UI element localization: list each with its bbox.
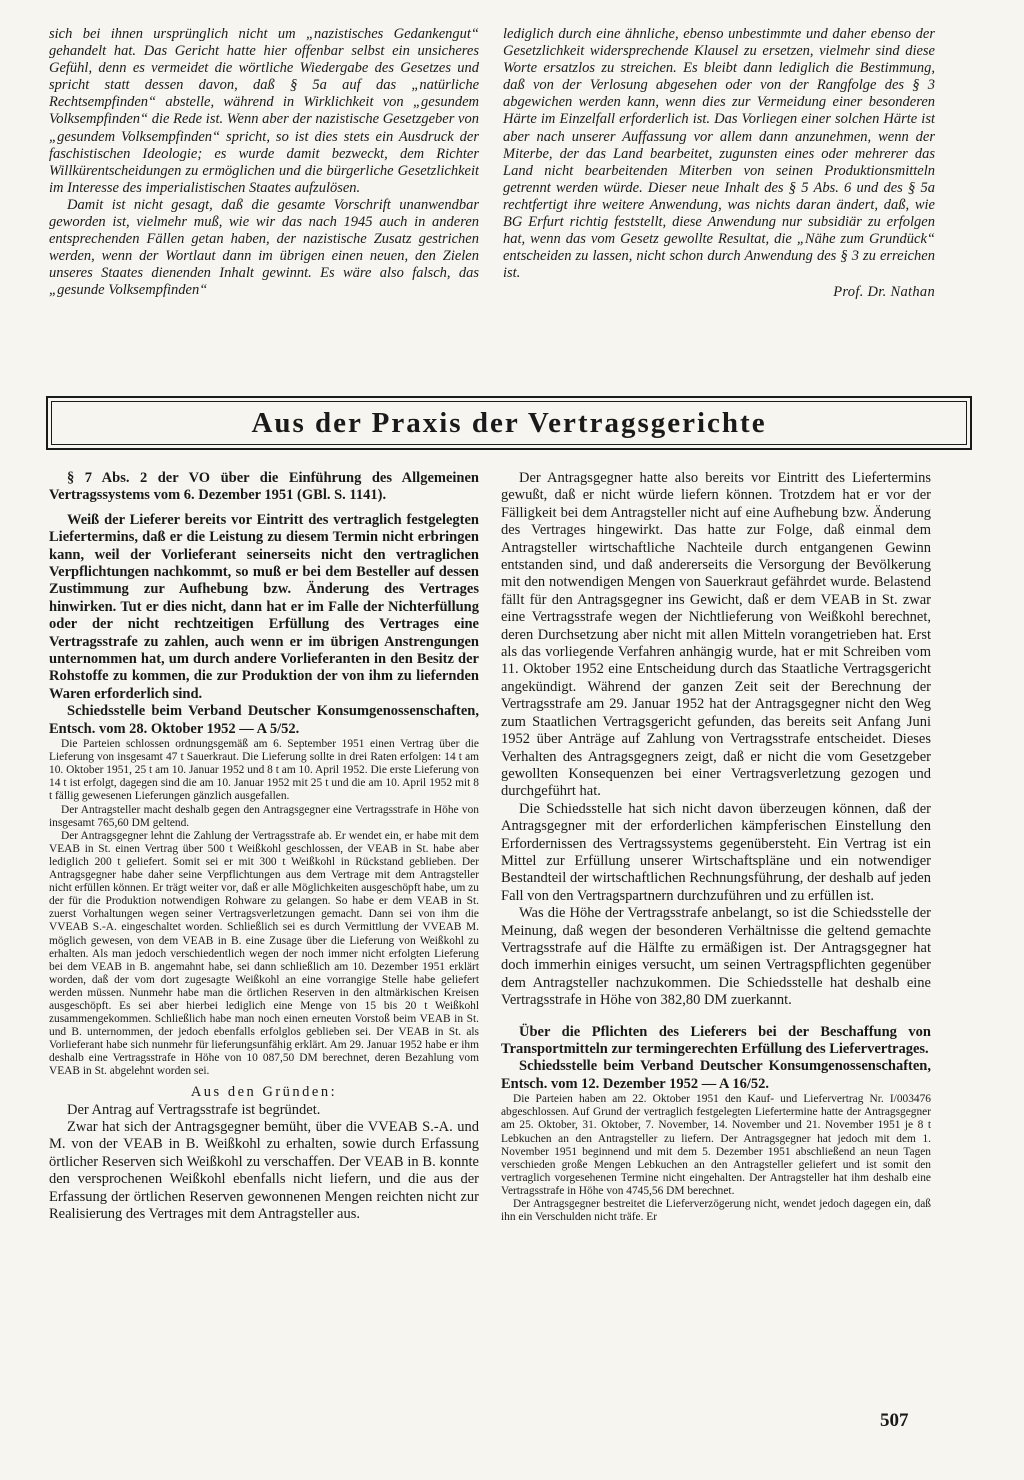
- main-left-column: [49, 470, 479, 1470]
- headnote-text: Weiß der Lieferer bereits vor Eintritt des vertraglich festgelegten Liefertermins, daß er die Leistung zu diesem Termin nicht erbringen kann, weil der Vorlieferant seinerseits nicht den vertraglichen Verpflichtungen nachkommt, so muß er bei dem Besteller auf dessen Zustimmung zur Aufhebung bzw. Änderung des Vertrages hinwirken. Tut er dies nicht, dann hat er im Falle der Nichterfüllung oder der nicht rechtzeitigen Erfüllung des Vertrages eine Vertragsstrafe zu zahlen, auch wenn er im übrigen Anstrengungen unternommen hat, um durch andere Vorlieferanten in den Besitz der Rohstoffe zu kommen, die zur Produktion der von ihm zu liefernden Waren erforderlich sind.: [49, 511, 479, 702]
- facts-paragraph: Die Parteien haben am 22. Oktober 1951 den Kauf- und Liefervertrag Nr. I/003476 abgeschlossen. Auf Grund der vertraglich festgelegten Liefertermine hatte der Antragsgegner am 25. Oktober, 31. Oktober, 7. November, 14. November und 21. November 1951 je 8 t Lebkuchen an den Antragsteller zu liefern. Der Antragsgegner hat jedoch mit dem 1. November 1951 beginnend und mit dem 5. Dezember 1951 abschließend an neun Tagen verschieden große Mengen Lebkuchen an den Antragsteller geliefert und ist somit den vertraglich vorgesehenen Termine nicht eingehalten. Der Antragsteller hat ihm deshalb eine Vertragsstrafe in Höhe von 4745,56 DM berechnet.: [501, 1093, 931, 1197]
- case2-headnote: [501, 1024, 931, 1059]
- case1-facts: [49, 738, 479, 1078]
- case1-grounds: [49, 1083, 479, 1224]
- headnote-text: Über die Pflichten des Lieferers bei der Beschaffung von Transportmitteln zur termingerechten Erfüllung des Liefervertrages.: [501, 1023, 931, 1057]
- court-text: Schiedsstelle beim Verband Deutscher Konsumgenossenschaften, Entsch. vom 12. Dezember 1952 — A 16/52.: [501, 1058, 931, 1092]
- facts-paragraph: Die Parteien schlossen ordnungsgemäß am 6. September 1951 einen Vertrag über die Lieferung von insgesamt 47 t Sauerkraut. Die Lieferung sollte in drei Raten erfolgen: 14 t am 10. Oktober 1951, 25 t am 10. Januar 1952 und 8 t am 10. April 1952. Die erste Lieferung von 14 t ist erfolgt, dagegen sind die am 10. Januar 1952 mit 25 t und die am 10. April 1952 mit 8 t fällig gewesenen Lieferungen gänzlich ausgefallen.: [49, 738, 479, 803]
- facts-paragraph: Der Antragsteller macht deshalb gegen den Antragsgegner eine Vertragsstrafe in Höhe von insgesamt 765,60 DM geltend.: [49, 803, 479, 829]
- case2-court: [501, 1058, 931, 1093]
- case1-headnote: [49, 512, 479, 703]
- page-number: 507: [880, 1410, 909, 1431]
- author-signature: Prof. Dr. Nathan: [833, 284, 935, 301]
- main-right-column: [501, 470, 931, 1440]
- previous-article-right-column: [503, 26, 935, 356]
- grounds-paragraph: Der Antrag auf Vertragsstrafe ist begründet.: [67, 1101, 321, 1118]
- case2-facts: [501, 1093, 931, 1224]
- previous-article-left-column: [49, 26, 479, 356]
- paragraph: lediglich durch eine ähnliche, ebenso unbestimmte und daher ebenso der Gesetzlichkeit widersprechende Klausel zu ersetzen, vielmehr sind diese Worte ersatzlos zu streichen. Es bleibt dann lediglich die Bestimmung, daß von der Verlosung abgesehen oder von der Rangfolge des § 3 abgewichen werden kann, wenn dies zur Vermeidung einer besonderen Härte im Einzelfall erforderlich ist. Das Vorliegen einer solchen Härte ist aber nach unserer Auffassung vor allem dann anzunehmen, wenn der Miterbe, der das Land bearbeitet, zugunsten eines oder mehrerer das Land nicht bearbeitenden Miterben von seinen Produktionsmitteln getrennt werden würde. Dieser neue Inhalt des § 5 Abs. 6 und des § 5a rechtfertigt ihre weitere Anwendung, was nichts daran ändert, daß, wie BG Erfurt richtig feststellt, diese Anwendung nur subsidiär zu erfolgen hat, wenn das vom Gesetz gewollte Resultat, die „Nähe zum Grundück“ entscheiden zu lassen, nicht schon durch Anwendung des § 3 zu erreichen ist.: [503, 26, 935, 282]
- facts-paragraph: Der Antragsgegner bestreitet die Lieferverzögerung nicht, wendet jedoch dagegen ein, daß ihn ein Verschulden nicht träfe. Er: [501, 1197, 931, 1224]
- section-heading: Aus der Praxis der Vertragsgerichte: [251, 407, 767, 439]
- court-text: Schiedsstelle beim Verband Deutscher Konsumgenossenschaften, Entsch. vom 28. Oktober 1952 — A 5/52.: [49, 703, 479, 737]
- paragraph: sich bei ihnen ursprünglich nicht um „nazistisches Gedankengut“ gehandelt hat. Das Gericht hatte hier offenbar selbst ein unsicheres Gefühl, denn es vermeidet die wörtliche Wiedergabe des Gesetzes und spricht statt dessen davon, daß § 5a auf das „natürliche Rechtsempfinden“ abstelle, während in Wirklichkeit von „gesundem Volksempfinden“ die Rede ist. Wenn aber der nazistische Gesetzgeber von „gesundem Volksempfinden“ spricht, so ist dies stets ein Ausdruck der faschistischen Ideologie; es wurde damit bezweckt, dem Richter Willkürentscheidungen zu ermöglichen und die bürgerliche Gesetzlichkeit im Interesse des imperialistischen Staates aufzulösen.: [49, 26, 479, 196]
- case1-citation: [49, 470, 479, 505]
- case1-grounds-continued: [501, 470, 931, 1010]
- grounds-paragraph: Was die Höhe der Vertragsstrafe anbelangt, so ist die Schiedsstelle der Meinung, daß wegen der besonderen Verhältnisse die geltend gemachte Vertragsstrafe auf die Hälfte zu ermäßigen ist. Der Antragsgegner hat doch immerhin einiges versucht, um seinen Vertragspflichten gegenüber dem Antragsteller nachzukommen. Die Schiedsstelle hat deshalb eine Vertragsstrafe in Höhe von 382,80 DM zuerkannt.: [501, 905, 931, 1009]
- grounds-paragraph: Zwar hat sich der Antragsgegner bemüht, über die VVEAB S.-A. und M. von der VEAB in B. Weißkohl zu erhalten, sowie durch Erfassung örtlicher Reserven sich Weißkohl zu verschaffen. Der VEAB in B. konnte den versprochenen Weißkohl ebenfalls nicht liefern, und die aus der Erfassung der örtlichen Reserven gewonnenen Mengen reichten nicht zur Realisierung des Vertrages mit dem Antragsteller aus.: [49, 1118, 479, 1222]
- grounds-heading: Aus den Gründen:: [190, 1083, 338, 1100]
- paragraph: Damit ist nicht gesagt, daß die gesamte Vorschrift unanwendbar geworden ist, vielmehr muß, wie wir das nach 1945 auch in anderen entsprechenden Fällen getan haben, der nazistische Zusatz gestrichen werden, wenn der Wortlaut dann im übrigen einen neuen, den Zielen unseres Staates dienenden Inhalt gewinnt. Es wäre also falsch, das „gesunde Volksempfinden“: [49, 196, 479, 299]
- grounds-paragraph: Die Schiedsstelle hat sich nicht davon überzeugen können, daß der Antragsgegner mit der erforderlichen kämpferischen Einstellung den Erfordernissen des Vertragssystems gegenübersteht. Ein Vertrag ist ein Mittel zur Erfüllung unserer Wirtschaftspläne und ein notwendiger Bestandteil der wirtschaftlichen Rechnungsführung, der deshalb auf jeden Fall von den Vertragspartnern durchzuführen und zu erfüllen ist.: [501, 800, 931, 904]
- facts-paragraph: Der Antragsgegner lehnt die Zahlung der Vertragsstrafe ab. Er wendet ein, er habe mit dem VEAB in St. einen Vertrag über 500 t Weißkohl geschlossen, der VEAB in St. habe aber lediglich 200 t geliefert. Somit sei er mit 300 t Weißkohl in Rückstand geblieben. Der Antragsgegner habe daher seine Verpflichtungen aus dem Vertrage mit dem Antragsteller nicht erfüllen können. Er trägt weiter vor, daß er alle Möglichkeiten ausgeschöpft habe, um zu der für die Produktion notwendigen Rohware zu gelangen. So habe er dem VEAB in St. zuerst Vorhaltungen wegen seiner Vertragsverletzungen gemacht. Dann sei von ihm die VVEAB S.-A. eingeschaltet worden. Schließlich sei es durch Vermittlung der VVEAB M. möglich gewesen, von dem VEAB in B. eine Zusage über die Lieferung von Weißkohl zu erhalten. Als man jedoch verschiedentlich wegen der noch immer nicht erfolgten Lieferung bei dem VEAB in B. angemahnt habe, sei dann schließlich am 10. Dezember 1951 erklärt worden, daß der vom dort zugesagte Weißkohl an eine vorrangige Stelle habe geliefert werden müssen. Nunmehr habe man die örtlichen Reserven in den altmärkischen Kreisen ausgeschöpft. Es sei aber hierbei lediglich eine Menge von 15 bis 20 t Weißkohl zusammengekommen. Schließlich habe man noch einen erneuten Vorstoß beim VEAB in St. und B. unternommen, der jedoch ebenfalls erfolglos geblieben sei. Der VEAB in St. als Vorlieferant habe sich nunmehr für lieferungsunfähig erklärt. Am 29. Januar 1952 habe er ihm deshalb eine Vertragsstrafe in Höhe von 10 087,50 DM berechnet, deren Bezahlung vom VEAB in St. abgelehnt worden sei.: [49, 829, 479, 1078]
- grounds-paragraph: Der Antragsgegner hatte also bereits vor Eintritt des Liefertermins gewußt, daß er nicht würde liefern können. Trotzdem hat er vor der Fälligkeit bei dem Antragsteller nicht auf eine Aufhebung bzw. Änderung des Vertrages hingewirkt. Das hatte zur Folge, daß einmal dem Antragsteller wirtschaftliche Nachteile durch entgangenen Gewinn entstanden sind, und daß andererseits die Versorgung der Bevölkerung mit den notwendigen Mengen von Sauerkraut gefährdet wurde. Belastend fällt für den Antragsgegner ins Gewicht, daß er dem VEAB in St. zwar eine Vertragsstrafe wegen der Nichtlieferung von Weißkohl berechnet, deren Durchsetzung aber nicht mit allen Mitteln vorangetrieben hat. Erst als das vorliegende Verfahren anhängig wurde, hat er mit Schreiben vom 11. Oktober 1952 eine Entscheidung durch das Staatliche Vertragsgericht angekündigt. Während der ganzen Zeit seit der Berechnung der Vertragsstrafe am 29. Januar 1952 hat der Antragsgegner nicht den Weg zum Staatlichen Vertragsgericht gefunden, das bereits seit Anfang Juni 1952 über Anträge auf Zahlung von Vertragsstrafe entscheidet. Dieses Verhalten des Antragsgegners zeigt, daß er nicht die vom Gesetzgeber gewollten Konsequenzen bei einer Vertragsverletzung gezogen und durchgeführt hat.: [501, 470, 931, 800]
- citation-text: § 7 Abs. 2 der VO über die Einführung des Allgemeinen Vertragssystems vom 6. Dezember 1951 (GBl. S. 1141).: [49, 470, 479, 504]
- section-heading-box: [46, 396, 972, 450]
- case1-court: [49, 703, 479, 738]
